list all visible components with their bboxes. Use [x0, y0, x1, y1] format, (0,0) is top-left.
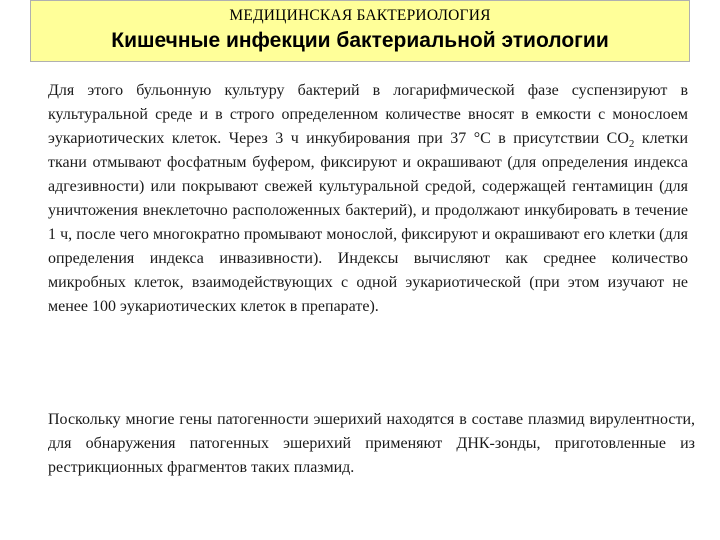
body-paragraph-2: Поскольку многие гены патогенности эшерихий находятся в составе плазмид вирулентности, для обнаружения патогенных эшерихий применяют ДНК-зонды, приготовленные из рестрикционных фрагментов таких плазмид. — [48, 411, 695, 476]
paragraph-1-text-b: клетки ткани отмывают фосфатным буфером, фиксируют и окрашивают (для определения индекса адгезивности) или покрывают свежей культуральной средой, содержащей гентамицин (для уничтожения внеклеточно расположенных бактерий), и продолжают инкубировать в течение 1 ч, после чего многократно промывают монослой, фиксируют и окрашивают его клетки (для определения индекса инвазивности). Индексы вычисляют как среднее количество микробных клеток, взаимодействующих с одной эукариотической (при этом изучают не менее 100 эукариотических клеток в препарате). — [48, 130, 689, 315]
slide-title: Кишечные инфекции бактериальной этиологии — [111, 29, 609, 52]
paragraph-1-text-a: Для этого бульонную культуру бактерий в логарифмической фазе суспензируют в культуральной среде и в строго определенном количестве вносят в емкости с монослоем эукариотических клеток. Через 3 ч инкубирования при 37 °С в присутствии СО — [48, 82, 688, 147]
body-paragraph-1 — [48, 79, 688, 319]
title-banner — [30, 0, 690, 62]
section-supertitle: МЕДИЦИНСКАЯ БАКТЕРИОЛОГИЯ — [229, 7, 491, 24]
co2-subscript: 2 — [628, 138, 635, 151]
